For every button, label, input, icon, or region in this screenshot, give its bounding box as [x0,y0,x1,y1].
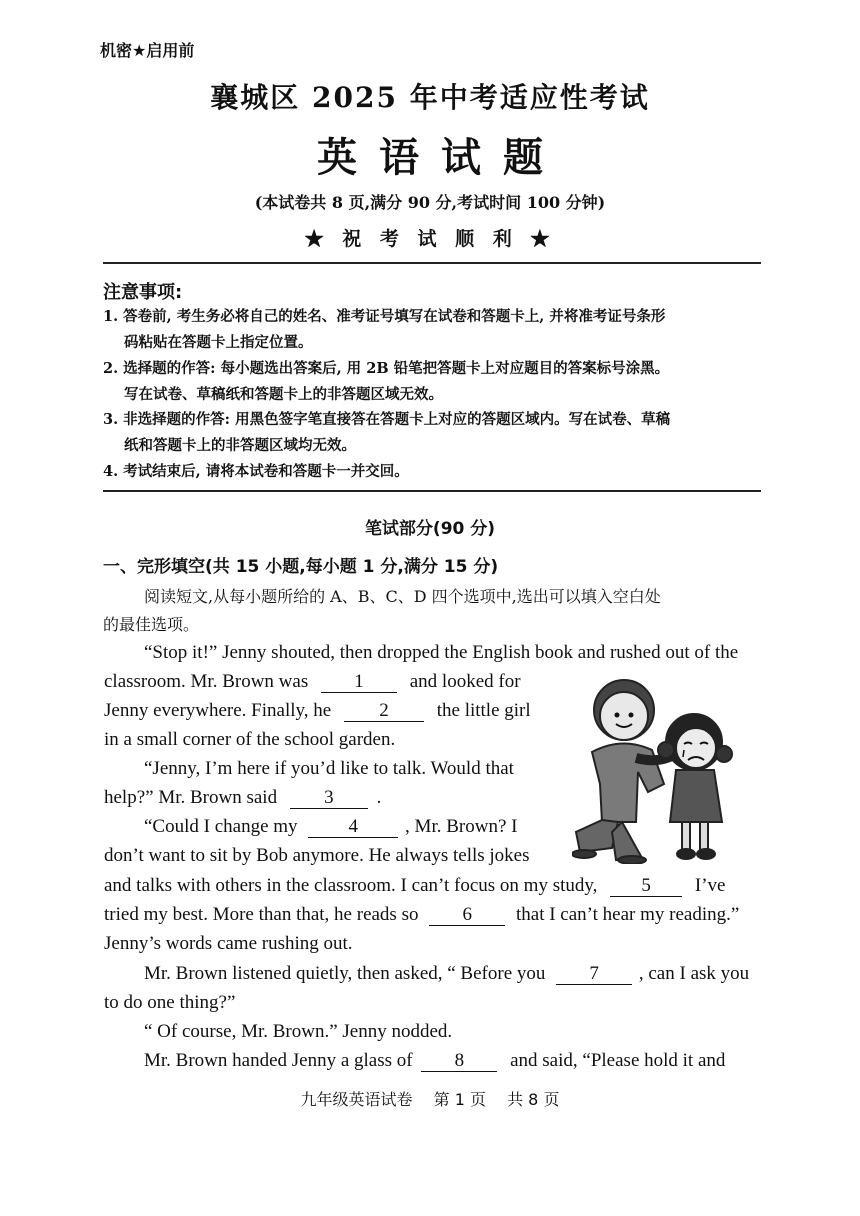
passage-text: the little girl [436,700,531,721]
blank-4: 4 [308,817,398,838]
passage-text: I’ve [694,875,726,896]
passage-line: “ Of course, Mr. Brown.” Jenny nodded. [144,1021,453,1042]
subject-title: 英语试题 [317,134,565,181]
passage-line [104,904,739,926]
page-footer [0,1087,860,1110]
passage-line: Jenny’s words came rushing out. [104,933,353,954]
passage-line: don’t want to sit by Bob anymore. He always tells jokes [104,845,530,866]
passage-text: and talks with others in the classroom. I can’t focus on my study, [104,875,598,896]
passage-text: Jenny everywhere. Finally, he [104,700,332,721]
passage-line [144,1050,725,1072]
blank-6: 6 [429,905,505,926]
notice-line: 4. 考试结束后, 请将本试卷和答题卡一并交回。 [103,463,409,480]
passage-text: , can I ask you [638,963,750,984]
passage-text: classroom. Mr. Brown was [104,671,309,692]
passage-text: Mr. Brown listened quietly, then asked, “ Before you [144,963,546,984]
teacher-girl-illustration [572,672,752,868]
footer-page-number: 第 1 页 [433,1090,486,1109]
part-title: 笔试部分(90 分) [364,519,496,539]
instruction-line: 阅读短文,从每小题所给的 A、B、C、D 四个选项中,选出可以填入空白处 [144,587,661,606]
notice-line: 2. 选择题的作答: 每小题选出答案后, 用 2B 铅笔把答题卡上对应题目的答案标号涂黑。 [103,360,670,377]
passage-text: and looked for [409,671,521,692]
passage-line: to do one thing?” [104,992,236,1013]
blank-1: 1 [321,672,397,693]
notice-title: 注意事项: [103,282,183,303]
passage-text: “Could I change my [144,816,298,837]
passage-line [104,787,381,809]
exam-title: 襄城区 2025 年中考适应性考试 [210,81,650,114]
divider-top [103,262,761,264]
section-title: 一、完形填空(共 15 小题,每小题 1 分,满分 15 分) [103,557,499,577]
confidential-mark: 机密★启用前 [100,41,195,60]
passage-line [144,963,749,985]
passage-text: and said, “Please hold it and [510,1050,726,1071]
passage-line: in a small corner of the school garden. [104,729,396,750]
notice-line: 码粘贴在答题卡上指定位置。 [124,334,313,351]
passage-line [104,700,531,722]
passage-text: help?” Mr. Brown said [104,787,278,808]
passage-line [144,816,517,838]
blank-8: 8 [421,1051,497,1072]
blank-7: 7 [556,964,632,985]
instruction-line: 的最佳选项。 [103,615,200,634]
passage-text: , Mr. Brown? I [405,816,518,837]
passage-text: tried my best. More than that, he reads so [104,904,419,925]
blank-5: 5 [610,876,682,897]
passage-line [104,671,521,693]
notice-line: 1. 答卷前, 考生务必将自己的姓名、准考证号填写在试卷和答题卡上, 并将准考证号条形 [103,308,666,325]
passage-line [104,875,725,897]
good-luck-line: ★ 祝 考 试 顺 利 ★ [304,228,556,250]
passage-text: Mr. Brown handed Jenny a glass of [144,1050,413,1071]
notice-line: 3. 非选择题的作答: 用黑色签字笔直接答在答题卡上对应的答题区域内。写在试卷、草稿 [103,411,671,428]
passage-line: “Jenny, I’m here if you’d like to talk. Would that [144,758,514,779]
divider-bottom [103,490,761,492]
passage-line: “Stop it!” Jenny shouted, then dropped the English book and rushed out of the [144,642,739,663]
blank-2: 2 [344,701,424,722]
passage-text: that I can’t hear my reading.” [515,904,740,925]
blank-3: 3 [290,788,368,809]
passage-text: . [376,787,382,808]
footer-paper-name: 九年级英语试卷 [300,1090,413,1109]
notice-line: 纸和答题卡上的非答题区域均无效。 [124,437,356,454]
exam-info: (本试卷共 8 页,满分 90 分,考试时间 100 分钟) [254,193,606,212]
notice-line: 写在试卷、草稿纸和答题卡上的非答题区域无效。 [124,386,443,403]
footer-total-pages: 共 8 页 [507,1090,560,1109]
